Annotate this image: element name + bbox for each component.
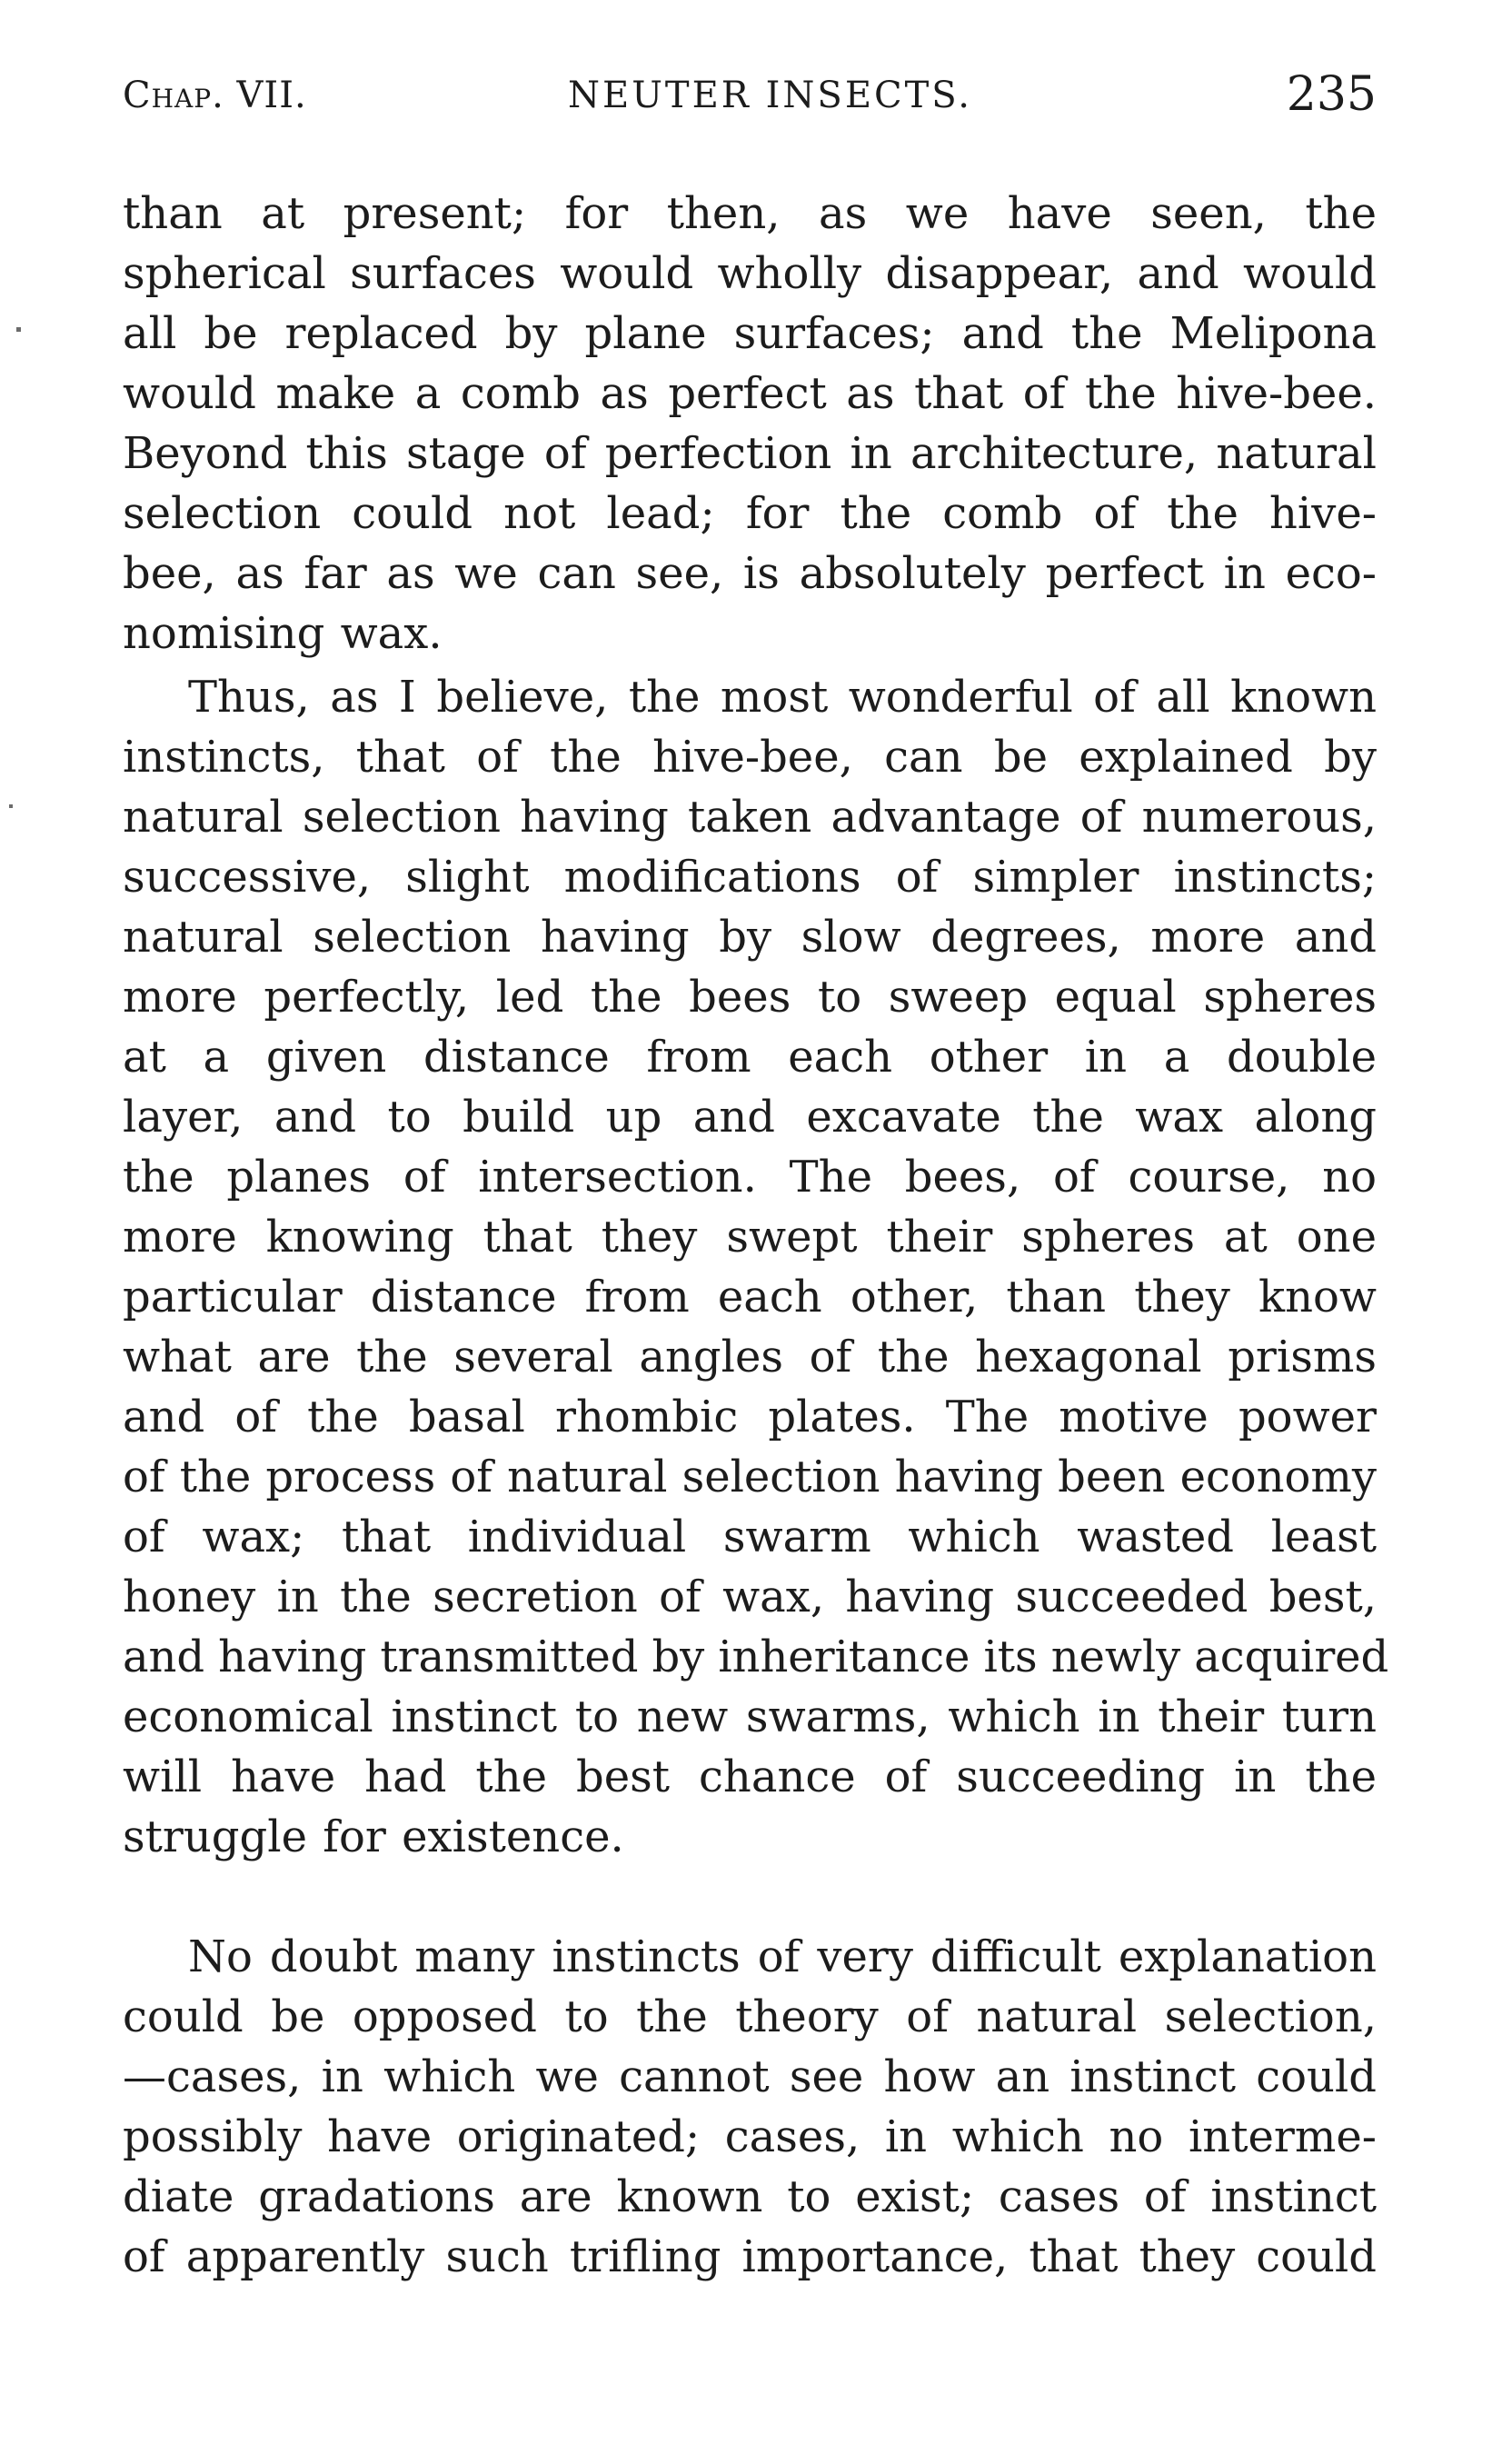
running-title: NEUTER INSECTS. [568, 75, 972, 116]
text-line: struggle for existence. [123, 1811, 624, 1862]
text-line: natural selection having taken advantage of numerous, [123, 792, 1377, 843]
text-line: instincts, that of the hive-bee, can be explained by [123, 732, 1377, 783]
paragraph-1 [123, 184, 1377, 664]
text-line: of wax; that individual swarm which wasted least [123, 1512, 1377, 1562]
margin-speck [9, 804, 13, 808]
chapter-label: Chap. VII. [123, 75, 307, 116]
text-line: particular distance from each other, than they know [123, 1272, 1377, 1322]
text-line: diate gradations are known to exist; cases of instinct [123, 2171, 1377, 2222]
text-line: spherical surfaces would wholly disappear, and would [123, 248, 1377, 299]
text-line: and of the basal rhombic plates. The motive power [123, 1392, 1377, 1442]
paragraph-3 [123, 1927, 1377, 2287]
text-line: could be opposed to the theory of natural selection, [123, 1991, 1377, 2042]
page-number: 235 [1286, 67, 1377, 122]
text-line: what are the several angles of the hexagonal prisms [123, 1332, 1377, 1382]
text-line: would make a comb as perfect as that of the hive-bee. [123, 368, 1377, 419]
text-line: will have had the best chance of succeeding in the [123, 1751, 1377, 1802]
text-line: honey in the secretion of wax, having succeeded best, [123, 1572, 1377, 1622]
text-line: natural selection having by slow degrees, more and [123, 912, 1377, 963]
paragraph-2 [123, 667, 1389, 1867]
text-line: at a given distance from each other in a double [123, 1032, 1377, 1083]
text-line: and having transmitted by inheritance its newly acquired [123, 1632, 1389, 1682]
text-line: Thus, as I believe, the most wonderful of all known [188, 672, 1377, 723]
text-line: nomising wax. [123, 608, 443, 659]
text-line: all be replaced by plane surfaces; and the Melipona [123, 308, 1377, 359]
text-line: successive, slight modifications of simpler instincts; [123, 852, 1377, 903]
text-line: layer, and to build up and excavate the wax along [123, 1092, 1377, 1143]
text-line: No doubt many instincts of very difficult explanation [188, 1931, 1377, 1982]
margin-speck [16, 327, 21, 332]
text-line: of apparently such trifling importance, that they could [123, 2231, 1377, 2282]
text-line: —cases, in which we cannot see how an instinct could [123, 2051, 1377, 2102]
text-line: possibly have originated; cases, in which no interme- [123, 2111, 1377, 2162]
text-line: the planes of intersection. The bees, of course, no [123, 1152, 1377, 1203]
text-line: more knowing that they swept their spheres at one [123, 1212, 1377, 1262]
text-line: bee, as far as we can see, is absolutely perfect in eco- [123, 548, 1377, 599]
running-header [123, 67, 1377, 138]
text-line: selection could not lead; for the comb of the hive- [123, 488, 1377, 539]
text-line: more perfectly, led the bees to sweep equal spheres [123, 972, 1377, 1023]
text-line: Beyond this stage of perfection in architecture, natural [123, 428, 1377, 479]
text-line: than at present; for then, as we have seen, the [123, 188, 1377, 239]
text-line: economical instinct to new swarms, which in their turn [123, 1692, 1377, 1742]
text-line: of the process of natural selection having been economy [123, 1452, 1377, 1502]
